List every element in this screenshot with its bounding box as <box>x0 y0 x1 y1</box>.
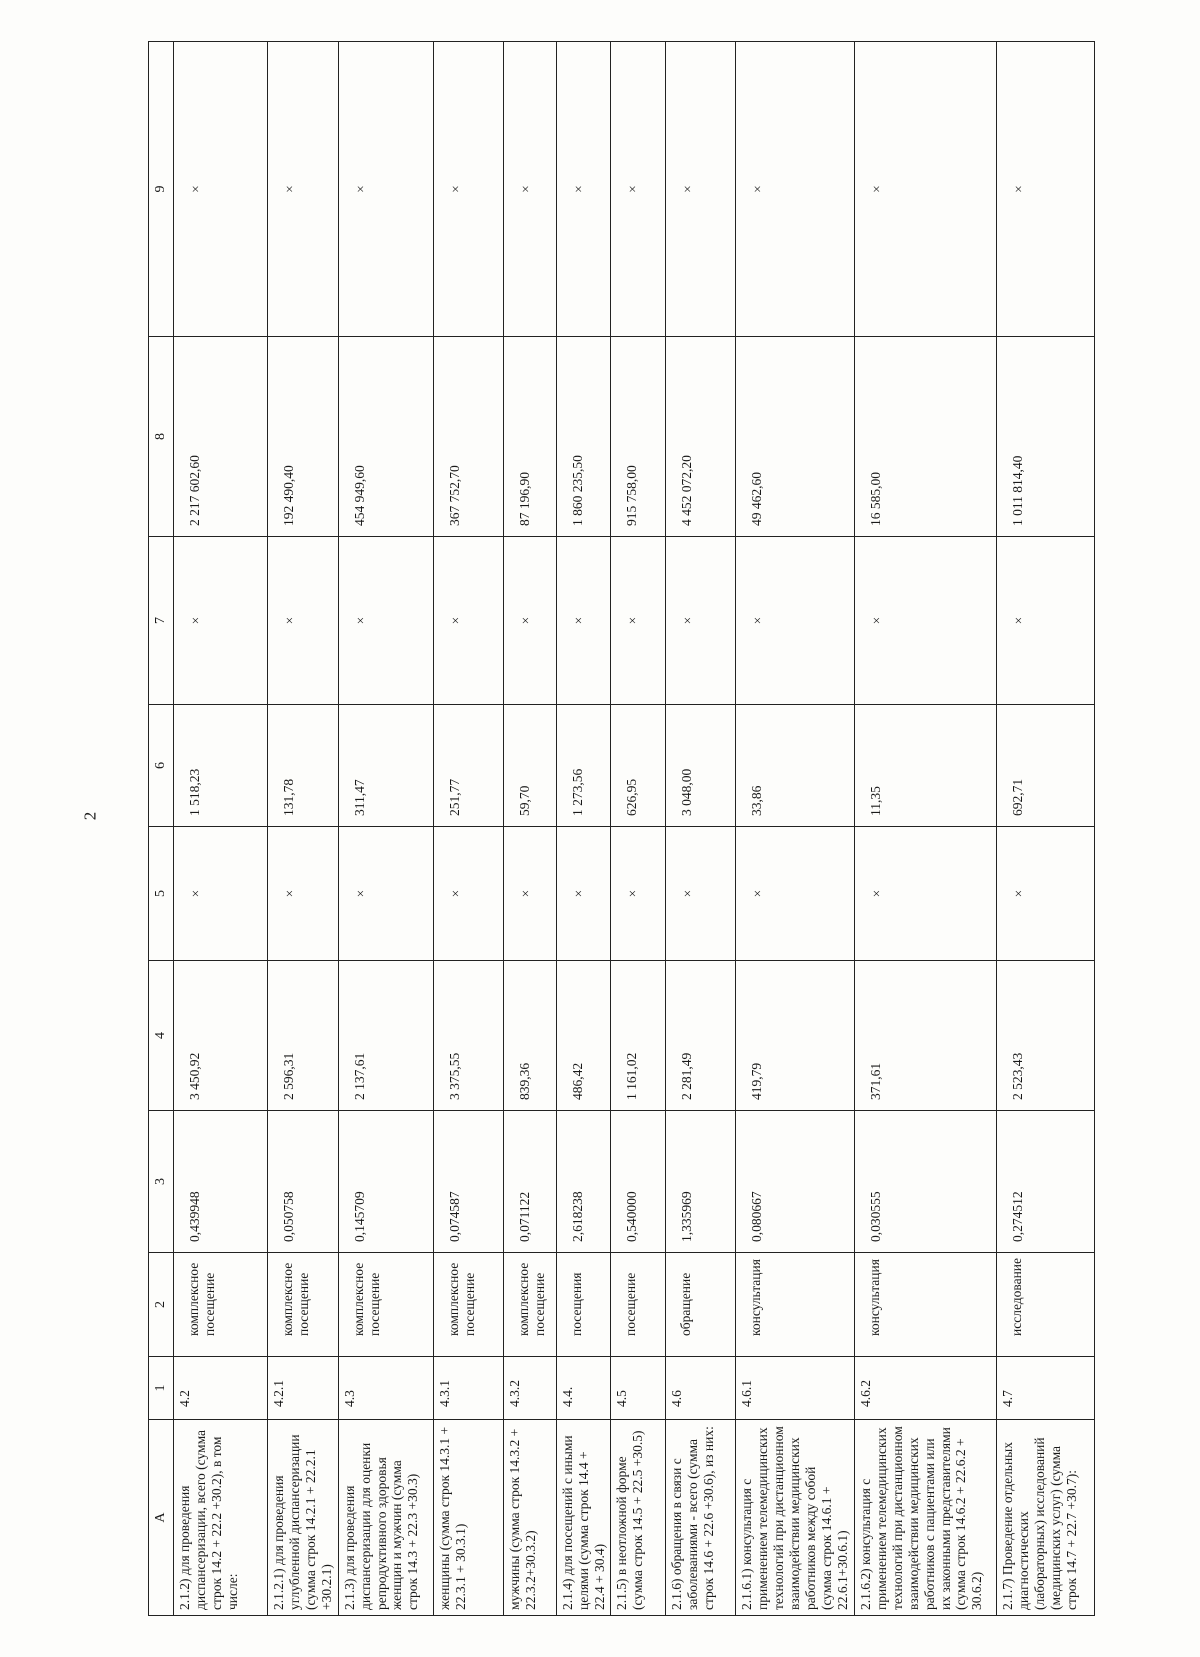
na-cell: × <box>433 42 503 337</box>
value-cell: 371,61 <box>854 961 996 1111</box>
unit-cell: посещение <box>611 1253 666 1357</box>
na-cell: × <box>338 827 433 961</box>
table-row <box>996 42 1094 1616</box>
unit-cell: комплексное посещение <box>268 1253 339 1357</box>
row-name-cell: 2.1.3) для проведения диспансеризации для оценки репродуктивного здоровья женщин и мужчин (сумма строк 14.3 + 22.3 +30.3) <box>338 1420 433 1616</box>
row-name-cell: 2.1.6) обращения в связи с заболеваниями - всего (сумма строк 14.6 + 22.6 +30.6), из них: <box>666 1420 736 1616</box>
value-cell: 486,42 <box>556 961 611 1111</box>
table-row <box>611 42 666 1616</box>
row-name-cell: женщины (сумма строк 14.3.1 + 22.3.1 + 30.3.1) <box>433 1420 503 1616</box>
unit-cell: комплексное посещение <box>433 1253 503 1357</box>
table-row <box>338 42 433 1616</box>
row-name-cell: 2.1.2) для проведения диспансеризации, всего (сумма строк 14.2 + 22.2 +30.2), в том числе: <box>174 1420 268 1616</box>
value-cell: 839,36 <box>503 961 556 1111</box>
value-cell: 59,70 <box>503 705 556 827</box>
header-cell: 6 <box>149 705 174 827</box>
table-row <box>854 42 996 1616</box>
na-cell: × <box>268 42 339 337</box>
value-cell: 0,074587 <box>433 1111 503 1253</box>
na-cell: × <box>433 537 503 705</box>
value-cell: 311,47 <box>338 705 433 827</box>
value-cell: 915 758,00 <box>611 337 666 537</box>
value-cell: 0,439948 <box>174 1111 268 1253</box>
value-cell: 2 137,61 <box>338 961 433 1111</box>
value-cell: 2 523,43 <box>996 961 1094 1111</box>
value-cell: 626,95 <box>611 705 666 827</box>
na-cell: × <box>996 537 1094 705</box>
unit-cell: исследование <box>996 1253 1094 1357</box>
header-cell: 5 <box>149 827 174 961</box>
row-name-cell: 2.1.7) Проведение отдельных диагностических (лабораторных) исследований (медицинских услуг) (сумма строк 14.7 + 22.7 +30.7): <box>996 1420 1094 1616</box>
na-cell: × <box>736 537 854 705</box>
value-cell: 87 196,90 <box>503 337 556 537</box>
value-cell: 2 596,31 <box>268 961 339 1111</box>
na-cell: × <box>854 827 996 961</box>
unit-cell: консультация <box>854 1253 996 1357</box>
table-row <box>556 42 611 1616</box>
na-cell: × <box>666 537 736 705</box>
row-number-cell: 4.2 <box>174 1357 268 1420</box>
na-cell: × <box>338 42 433 337</box>
value-cell: 0,540000 <box>611 1111 666 1253</box>
row-number-cell: 4.3.2 <box>503 1357 556 1420</box>
table-row <box>268 42 339 1616</box>
row-name-cell: мужчины (сумма строк 14.3.2 + 22.3.2+30.3.2) <box>503 1420 556 1616</box>
na-cell: × <box>556 42 611 337</box>
na-cell: × <box>666 827 736 961</box>
row-number-cell: 4.5 <box>611 1357 666 1420</box>
table-row <box>503 42 556 1616</box>
row-number-cell: 4.3.1 <box>433 1357 503 1420</box>
na-cell: × <box>503 827 556 961</box>
value-cell: 2 217 602,60 <box>174 337 268 537</box>
table-row <box>174 42 268 1616</box>
value-cell: 1,335969 <box>666 1111 736 1253</box>
data-table <box>148 41 1095 1616</box>
header-cell: A <box>149 1420 174 1616</box>
na-cell: × <box>268 537 339 705</box>
value-cell: 0,071122 <box>503 1111 556 1253</box>
row-name-cell: 2.1.5) в неотложной форме (сумма строк 14.5 + 22.5 +30.5) <box>611 1420 666 1616</box>
header-cell: 7 <box>149 537 174 705</box>
na-cell: × <box>996 42 1094 337</box>
na-cell: × <box>503 42 556 337</box>
row-number-cell: 4.6.2 <box>854 1357 996 1420</box>
rotated-table-container <box>148 42 1079 1616</box>
na-cell: × <box>666 42 736 337</box>
value-cell: 49 462,60 <box>736 337 854 537</box>
header-cell: 9 <box>149 42 174 337</box>
row-name-cell: 2.1.2.1) для проведения углубленной диспансеризации (сумма строк 14.2.1 + 22.2.1 +30.2.1) <box>268 1420 339 1616</box>
value-cell: 1 518,23 <box>174 705 268 827</box>
value-cell: 0,274512 <box>996 1111 1094 1253</box>
value-cell: 0,080667 <box>736 1111 854 1253</box>
header-cell: 2 <box>149 1253 174 1357</box>
na-cell: × <box>433 827 503 961</box>
row-number-cell: 4.6.1 <box>736 1357 854 1420</box>
page-number: 2 <box>80 811 100 821</box>
value-cell: 3 375,55 <box>433 961 503 1111</box>
value-cell: 16 585,00 <box>854 337 996 537</box>
header-row <box>149 42 174 1616</box>
na-cell: × <box>611 827 666 961</box>
value-cell: 692,71 <box>996 705 1094 827</box>
value-cell: 3 048,00 <box>666 705 736 827</box>
value-cell: 367 752,70 <box>433 337 503 537</box>
value-cell: 4 452 072,20 <box>666 337 736 537</box>
value-cell: 192 490,40 <box>268 337 339 537</box>
unit-cell: посещения <box>556 1253 611 1357</box>
row-number-cell: 4.2.1 <box>268 1357 339 1420</box>
value-cell: 0,050758 <box>268 1111 339 1253</box>
value-cell: 2 281,49 <box>666 961 736 1111</box>
unit-cell: комплексное посещение <box>503 1253 556 1357</box>
value-cell: 251,77 <box>433 705 503 827</box>
value-cell: 33,86 <box>736 705 854 827</box>
table-row <box>736 42 854 1616</box>
row-name-cell: 2.1.4) для посещений с иными целями (сумма строк 14.4 + 22.4 + 30.4) <box>556 1420 611 1616</box>
value-cell: 454 949,60 <box>338 337 433 537</box>
value-cell: 1 161,02 <box>611 961 666 1111</box>
na-cell: × <box>174 537 268 705</box>
value-cell: 1 860 235,50 <box>556 337 611 537</box>
row-number-cell: 4.7 <box>996 1357 1094 1420</box>
na-cell: × <box>556 537 611 705</box>
header-cell: 3 <box>149 1111 174 1253</box>
value-cell: 0,030555 <box>854 1111 996 1253</box>
row-number-cell: 4.6 <box>666 1357 736 1420</box>
na-cell: × <box>736 42 854 337</box>
row-name-cell: 2.1.6.1) консультация с применением телемедицинских технологий при дистанционном взаимодействии медицинских работников между собой (сумма строк 14.6.1 + 22.6.1+30.6.1) <box>736 1420 854 1616</box>
value-cell: 1 273,56 <box>556 705 611 827</box>
unit-cell: обращение <box>666 1253 736 1357</box>
row-number-cell: 4.4. <box>556 1357 611 1420</box>
unit-cell: консультация <box>736 1253 854 1357</box>
na-cell: × <box>736 827 854 961</box>
na-cell: × <box>611 537 666 705</box>
value-cell: 1 011 814,40 <box>996 337 1094 537</box>
value-cell: 2,618238 <box>556 1111 611 1253</box>
na-cell: × <box>503 537 556 705</box>
unit-cell: комплексное посещение <box>338 1253 433 1357</box>
row-name-cell: 2.1.6.2) консультация с применением телемедицинских технологий при дистанционном взаимодействии медицинских работников с пациентами или их законными представителями (сумма строк 14.6.2 + 22.6.2 + 30.6.2) <box>854 1420 996 1616</box>
na-cell: × <box>996 827 1094 961</box>
header-cell: 4 <box>149 961 174 1111</box>
value-cell: 11,35 <box>854 705 996 827</box>
na-cell: × <box>338 537 433 705</box>
na-cell: × <box>268 827 339 961</box>
table-row <box>666 42 736 1616</box>
na-cell: × <box>174 42 268 337</box>
value-cell: 3 450,92 <box>174 961 268 1111</box>
na-cell: × <box>854 537 996 705</box>
row-number-cell: 4.3 <box>338 1357 433 1420</box>
na-cell: × <box>556 827 611 961</box>
value-cell: 419,79 <box>736 961 854 1111</box>
na-cell: × <box>174 827 268 961</box>
na-cell: × <box>854 42 996 337</box>
unit-cell: комплексное посещение <box>174 1253 268 1357</box>
value-cell: 0,145709 <box>338 1111 433 1253</box>
value-cell: 131,78 <box>268 705 339 827</box>
header-cell: 1 <box>149 1357 174 1420</box>
na-cell: × <box>611 42 666 337</box>
header-cell: 8 <box>149 337 174 537</box>
table-row <box>433 42 503 1616</box>
